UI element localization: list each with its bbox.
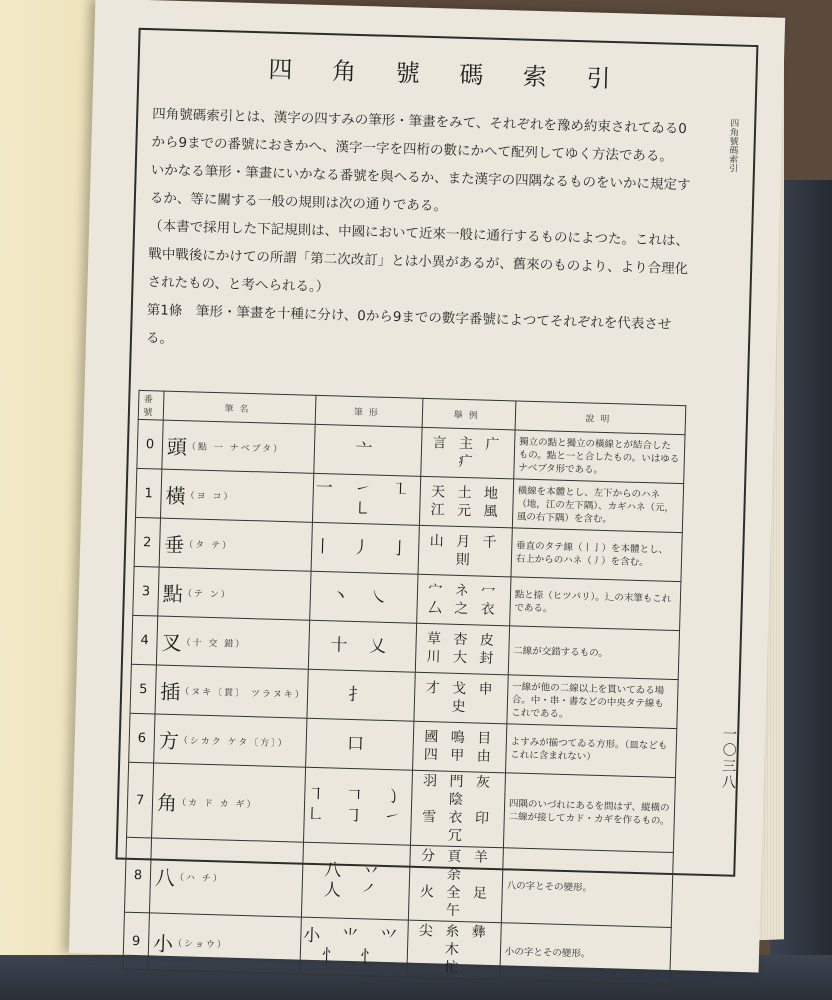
header-number: 番號 (138, 390, 164, 420)
stroke-name-kanji: 小 (152, 931, 174, 956)
stroke-name-reading: （タ テ） (184, 539, 234, 552)
row-number: 6 (129, 713, 155, 763)
stroke-name-kanji: 點 (162, 581, 184, 606)
row-number: 1 (135, 468, 161, 518)
stroke-examples: 草 杏 皮 川 大 封 (415, 623, 509, 675)
stroke-shape: 八 丷 人 ㇒ (301, 842, 410, 920)
stroke-examples: 言 主 广 疒 (421, 427, 515, 479)
stroke-name (148, 913, 301, 974)
stroke-description: 四隅のいづれにあるを問はず、縱橫の二線が接してカド・カギを作るもの。 (503, 773, 675, 853)
stroke-name-kanji: 方 (158, 728, 180, 753)
stroke-description: 垂直のタテ線（丨亅）を本體とし、右上からのハネ（丿）を含む。 (511, 528, 683, 582)
row-number: 3 (133, 566, 159, 616)
stroke-name-reading: （十 交 錯） (181, 637, 247, 650)
stroke-name-reading: （ヌキ〔貫〕 ツラヌキ） (180, 686, 307, 701)
stroke-name-reading: （ハ チ） (174, 872, 224, 884)
header-examples: 擧例 (422, 398, 516, 430)
stroke-examples: 才 戈 申 史 (414, 672, 508, 724)
page-title: 四 角 號 碼 索 引 (268, 55, 627, 94)
stroke-description: 點と捺（ヒツパリ）。辶の末筆もこれである。 (509, 577, 681, 631)
stroke-name-reading: （點 一 ナベブタ） (186, 441, 285, 455)
row-number: 5 (130, 664, 156, 714)
stroke-name-reading: （テ ン） (182, 588, 232, 601)
stroke-name (158, 567, 311, 620)
stroke-name-kanji: 叉 (161, 630, 182, 655)
stroke-description: 二線が交錯するもの。 (508, 626, 680, 680)
header-description: 說明 (515, 401, 686, 435)
stroke-name (154, 714, 307, 767)
book-page (69, 0, 785, 977)
intro-paragraph: いかなる筆形・筆畫にいかなる番號を與へるか、また漢字の四隅なるものをいかに規定するか、等に關する一般の規則は次の通りである。 (149, 162, 691, 215)
stroke-shape: 一 ㇀ ㇅ ㇄ (312, 473, 420, 525)
stroke-name (149, 838, 303, 917)
stroke-name-kanji: 插 (159, 679, 181, 704)
stroke-name (155, 665, 308, 718)
stroke-description: 獨立の點と獨立の橫線とが結合したもの。點と一と合したもの。いはゆるナベブタ形である。 (513, 430, 685, 484)
stroke-name (162, 420, 315, 473)
row-number: 9 (123, 912, 150, 970)
running-head: 四角號碼索引 (726, 118, 739, 173)
stroke-name (152, 763, 306, 842)
stroke-name-kanji: 橫 (165, 483, 186, 508)
stroke-examples: 山 月 千 則 (418, 525, 512, 577)
stroke-name-reading: （ヨ コ） (185, 490, 235, 503)
stroke-description: よすみが揃つてゐる方形。（皿なども これに含まれない） (505, 724, 677, 778)
stroke-name-kanji: 八 (154, 865, 176, 890)
stroke-examples: 天 土 地 江 元 風 (419, 476, 513, 528)
stroke-examples: 國 鳴 目 四 甲 由 (412, 721, 506, 773)
stroke-shape: 丨 丿 亅 (311, 522, 419, 574)
stroke-table (122, 390, 686, 985)
header-shape: 筆形 (315, 395, 423, 427)
intro-paragraph: 四角號碼索引とは、漢字の四すみの筆形・筆畫をみて、それぞれを豫め約束されてゐる0から9までの番號におきかへ、漢字一字を四桁の數にかへて配列してゆく方法である。 (151, 106, 688, 165)
stroke-description: 一線が他の二線以上を貫いてゐる場合。中・串・書などの中央タテ線もこれである。 (507, 675, 679, 729)
stroke-name-kanji: 垂 (163, 532, 185, 557)
stroke-description: 小の字とその變形。 (500, 923, 672, 985)
page-frame (115, 28, 758, 977)
stroke-name (159, 518, 312, 571)
stroke-examples: 宀 ネ 冖 厶 之 衣 (416, 574, 510, 626)
row-number: 0 (137, 419, 163, 469)
stroke-shape: ㇕ 𠃍 ㇁ ㇗ ㇆ ㇀ (303, 767, 412, 845)
stroke-examples: 尖 糸 彝 木 忙 (407, 920, 502, 980)
intro-text (146, 100, 693, 367)
stroke-examples: 羽 門 灰 陰 雪 衣 印 冗 (410, 770, 505, 848)
stroke-name-reading: （シカク ケタ〔方〕） (178, 735, 289, 749)
stroke-name-reading: （カ ド カ ギ） (176, 797, 258, 810)
row-number: 7 (127, 762, 154, 838)
stroke-name-reading: （ショウ） (172, 938, 229, 951)
stroke-description: 橫線を本體とし、左下からのハネ（地，江の左下隅）、カギハネ（元，風の右下隅）を含む。 (512, 479, 684, 533)
stroke-shape: 口 (305, 718, 413, 770)
row-number: 8 (124, 837, 151, 913)
stroke-name-kanji: 頭 (166, 434, 188, 459)
stroke-shape: 丶 ㇏ (309, 571, 417, 623)
stroke-shape: 小 ⺌ ⺍ 忄 忄 (300, 917, 409, 977)
intro-paragraph: 第1條 筆形・筆畫を十種に分け、0から9までの數字番號によつてそれぞれを代表させる。 (145, 302, 672, 347)
page-number: 一〇三八 (719, 726, 738, 791)
stroke-shape: 亠 (314, 424, 422, 476)
stroke-shape: 扌 (307, 669, 415, 721)
stroke-description: 八の字とその變形。 (501, 848, 673, 928)
stroke-name-kanji: 角 (156, 790, 178, 815)
row-number: 2 (134, 517, 160, 567)
intro-paragraph: （本書で採用した下記規則は、中國において近來一般に通行するものによつた。これは、戰中戰後にかけての所謂「第二次改訂」とは小異があるが、舊來のものより、より合理化されたもの、と考へられる。） (147, 218, 690, 296)
row-number: 4 (131, 615, 157, 665)
header-name: 筆名 (163, 391, 316, 424)
stroke-shape: 十 乂 (308, 620, 416, 672)
stroke-examples: 分 頁 羊 余 火 全 足 午 (408, 845, 503, 923)
stroke-name (160, 469, 313, 522)
stroke-name (156, 616, 309, 669)
